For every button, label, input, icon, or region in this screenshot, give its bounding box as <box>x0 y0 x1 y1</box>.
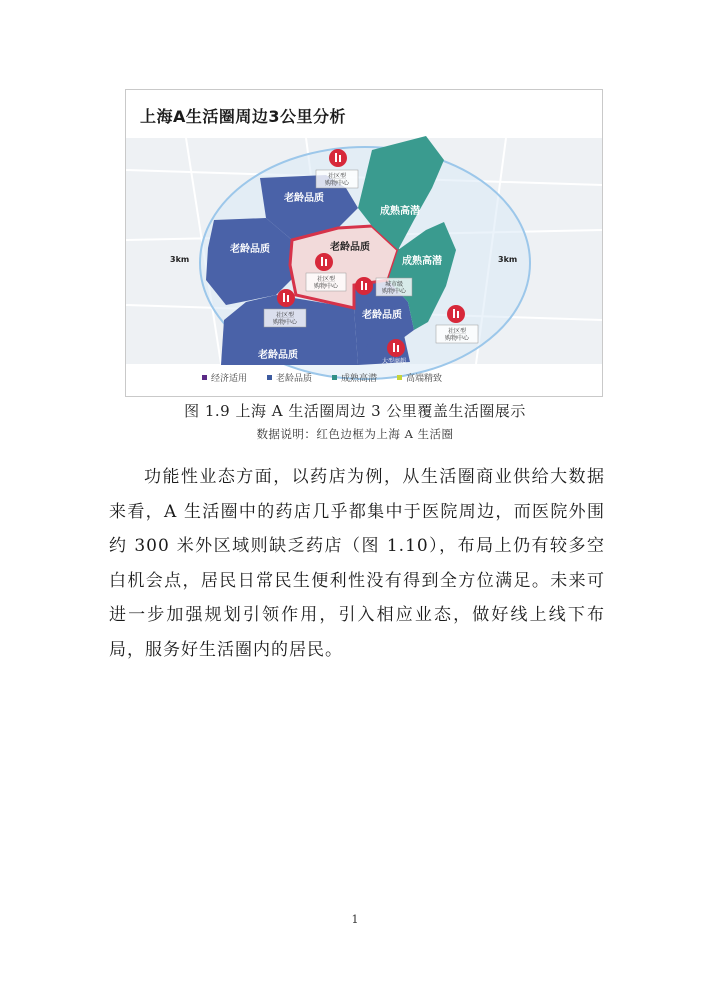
marker-m5-line1: 社区型 <box>447 328 467 335</box>
label-mature-1: 成熟高潜 <box>380 206 420 217</box>
marker-m4 <box>355 277 412 296</box>
marker-m2-line2: 购物中心 <box>313 283 339 290</box>
legend-item-premium <box>397 371 442 384</box>
marker-m2-line1: 社区型 <box>316 276 336 283</box>
marker-m5-line2: 购物中心 <box>444 335 470 342</box>
label-mature-2: 成熟高潜 <box>402 256 442 267</box>
km-label-right: 3km <box>498 255 518 264</box>
legend-swatch <box>267 375 272 380</box>
figure-legend <box>202 371 442 384</box>
figure-panel <box>125 89 603 397</box>
km-label-left: 3km <box>170 255 190 264</box>
legend-item-mature <box>332 371 377 384</box>
marker-m1-line1: 社区型 <box>327 173 347 180</box>
legend-label: 经济适用 <box>211 374 248 384</box>
legend-swatch <box>397 375 402 380</box>
figure-title: 上海A生活圈周边3公里分析 <box>140 107 347 126</box>
label-elderly-2: 老龄品质 <box>230 244 270 255</box>
legend-swatch <box>202 375 207 380</box>
marker-m3-line1: 社区型 <box>275 312 295 319</box>
marker-m6-line1: 大型商超 <box>381 358 407 365</box>
marker-m3-line2: 购物中心 <box>272 319 298 326</box>
label-elderly-3: 老龄品质 <box>362 310 402 321</box>
legend-item-elderly <box>267 371 312 384</box>
marker-m4-line1: 城市级 <box>384 281 404 288</box>
data-note: 数据说明：红色边框为上海 A 生活圈 <box>256 427 454 441</box>
legend-label: 高端精致 <box>406 374 443 384</box>
legend-label: 老龄品质 <box>276 374 313 384</box>
body-paragraph: 功能性业态方面，以药店为例，从生活圈商业供给大数据来看，A 生活圈中的药店几乎都集中于医院周边，而医院外围约 300 米外区域则缺乏药店（图 1.10），布局上仍有较多空白机会点，居民日常民生便利性没有得到全方位满足。未来可进一步加强规划引领作用，引入相应业态，做好线上线下布局，服务好生活圈内的居民。 <box>109 467 605 660</box>
legend-label: 成熟高潜 <box>341 374 378 384</box>
label-elderly-center: 老龄品质 <box>330 242 370 253</box>
legend-swatch <box>332 375 337 380</box>
marker-m1-line2: 购物中心 <box>324 180 350 187</box>
figure-caption: 图 1.9 上海 A 生活圈周边 3 公里覆盖生活圈展示 <box>184 402 526 420</box>
page-number: 1 <box>351 913 359 926</box>
label-elderly-4: 老龄品质 <box>258 350 298 361</box>
map-graphic <box>126 90 602 396</box>
marker-m4-line2: 购物中心 <box>381 288 407 295</box>
label-elderly-1: 老龄品质 <box>284 193 324 204</box>
legend-item-economy <box>202 371 247 384</box>
